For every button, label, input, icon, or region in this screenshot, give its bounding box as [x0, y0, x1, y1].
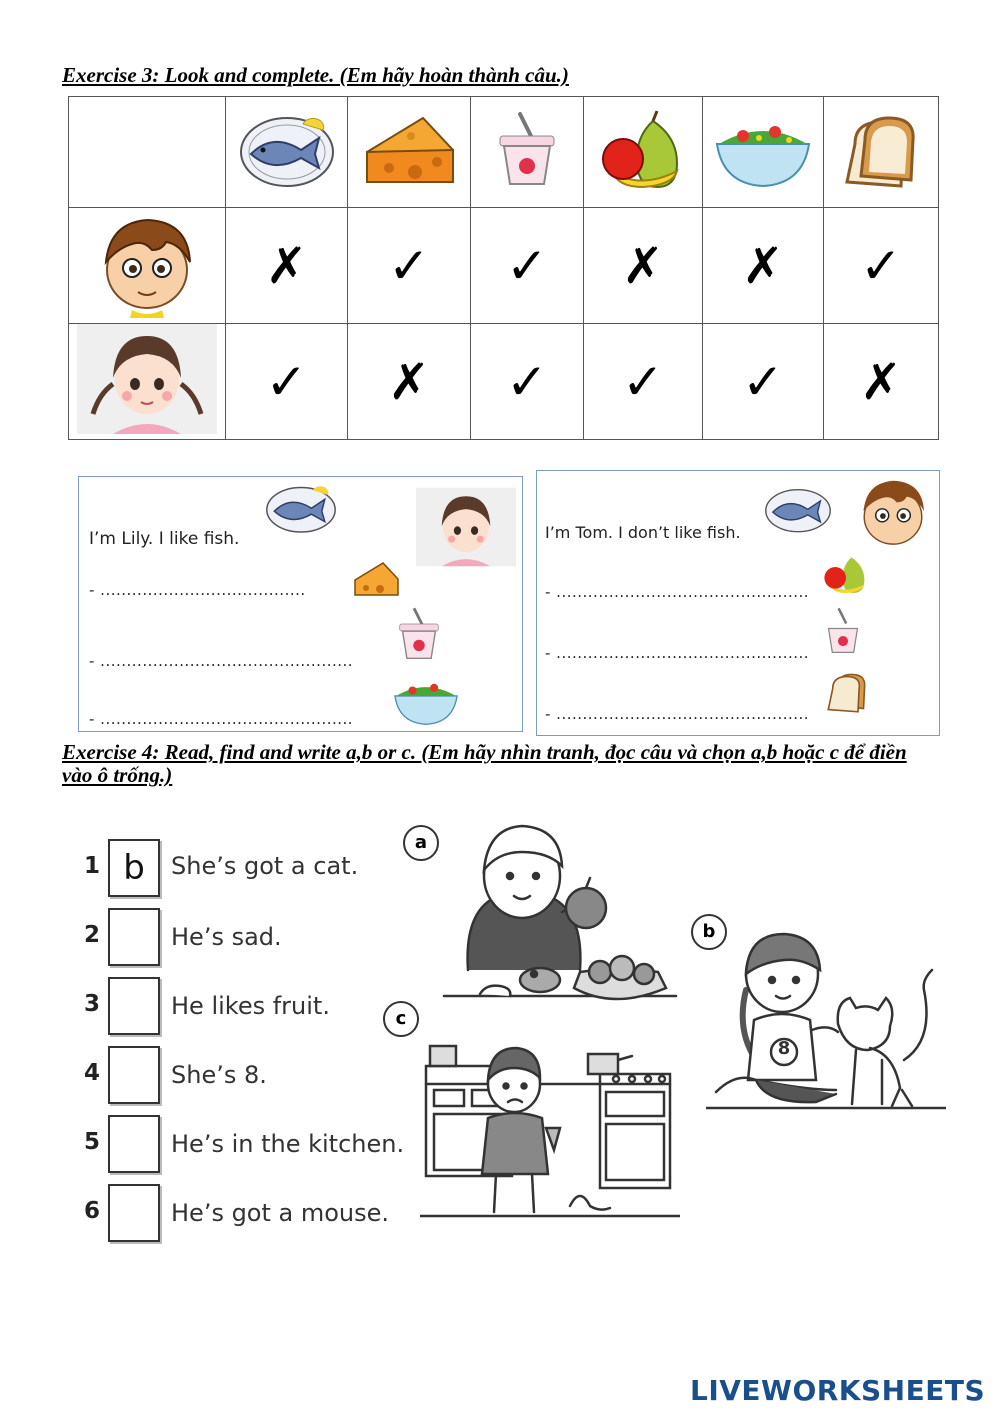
salad-icon [703, 97, 824, 208]
table-corner-cell [69, 97, 226, 208]
girl-mark-bread: ✗ [824, 324, 939, 440]
sad-boy-kitchen-picture [420, 1024, 680, 1224]
fish-icon [226, 97, 348, 208]
bread-icon [824, 97, 939, 208]
girl-face-icon [69, 324, 226, 440]
fruit-icon [584, 97, 703, 208]
answer-box-2[interactable] [108, 908, 160, 966]
boy-mark-fish: ✗ [226, 208, 348, 324]
item-number-2: 2 [84, 922, 101, 948]
girl-mark-salad: ✓ [703, 324, 824, 440]
girl-mark-fish: ✓ [226, 324, 348, 440]
girl-mark-cheese: ✗ [348, 324, 471, 440]
lily-intro: I’m Lily. I like fish. [89, 529, 240, 549]
boy-face-icon [851, 475, 935, 547]
liveworksheets-logo: LIVEWORKSHEETS [690, 1374, 986, 1407]
girl-mark-fruit: ✓ [584, 324, 703, 440]
picture-label-c: c [383, 1001, 419, 1037]
girl-shirt-number: 8 [777, 1038, 791, 1059]
tom-line-2[interactable]: - ................................................ [545, 644, 810, 662]
answer-box-6[interactable] [108, 1184, 160, 1242]
boy-with-fruit-picture [440, 820, 680, 1020]
tom-box [536, 470, 940, 736]
answer-box-4[interactable] [108, 1046, 160, 1104]
food-preference-table [68, 96, 939, 440]
item-number-3: 3 [84, 991, 101, 1017]
boy-mark-salad: ✗ [703, 208, 824, 324]
boy-face-icon [69, 208, 226, 324]
lily-line-3[interactable]: - ................................................ [89, 710, 354, 728]
answer-box-3[interactable] [108, 977, 160, 1035]
yogurt-icon [821, 605, 865, 657]
item-number-4: 4 [84, 1060, 101, 1086]
boy-mark-bread: ✓ [824, 208, 939, 324]
cheese-icon [349, 559, 403, 599]
lily-box [78, 476, 523, 732]
boy-mark-cheese: ✓ [348, 208, 471, 324]
sentence-2: He’s sad. [171, 923, 282, 951]
sentence-3: He likes fruit. [171, 992, 330, 1020]
answer-box-1[interactable]: b [108, 839, 160, 897]
boy-mark-yogurt: ✓ [471, 208, 584, 324]
fish-icon [763, 485, 833, 535]
girl-mark-yogurt: ✓ [471, 324, 584, 440]
picture-label-b: b [691, 914, 727, 950]
yogurt-icon [394, 605, 444, 663]
picture-label-a: a [403, 825, 439, 861]
sentence-6: He’s got a mouse. [171, 1199, 390, 1227]
answer-box-5[interactable] [108, 1115, 160, 1173]
exercise3-title: Exercise 3: Look and complete. (Em hãy hoàn thành câu.) [62, 63, 569, 87]
tom-intro: I’m Tom. I don’t like fish. [545, 523, 741, 542]
yogurt-icon [471, 97, 584, 208]
lily-line-1[interactable]: - ....................................... [89, 581, 306, 599]
item-number-1: 1 [84, 853, 101, 879]
tom-line-3[interactable]: - ................................................ [545, 705, 810, 723]
lily-line-2[interactable]: - ................................................ [89, 652, 354, 670]
sentence-1: She’s got a cat. [171, 852, 359, 880]
tom-line-1[interactable]: - ................................................ [545, 583, 810, 601]
item-number-5: 5 [84, 1129, 101, 1155]
sentence-4: She’s 8. [171, 1061, 267, 1089]
girl-face-icon [416, 487, 516, 567]
bread-icon [825, 667, 869, 717]
salad-icon [391, 673, 461, 727]
boy-mark-fruit: ✗ [584, 208, 703, 324]
cheese-icon [348, 97, 471, 208]
item-number-6: 6 [84, 1198, 101, 1224]
fish-icon [262, 483, 340, 535]
exercise4-title: Exercise 4: Read, find and write a,b or c. (Em hãy nhìn tranh, đọc câu và chọn a,b hoặc c để điền vào ô trống.) [62, 740, 907, 787]
girl-with-cat-picture [706, 930, 946, 1115]
sentence-5: He’s in the kitchen. [171, 1130, 405, 1158]
fruit-icon [819, 549, 873, 597]
